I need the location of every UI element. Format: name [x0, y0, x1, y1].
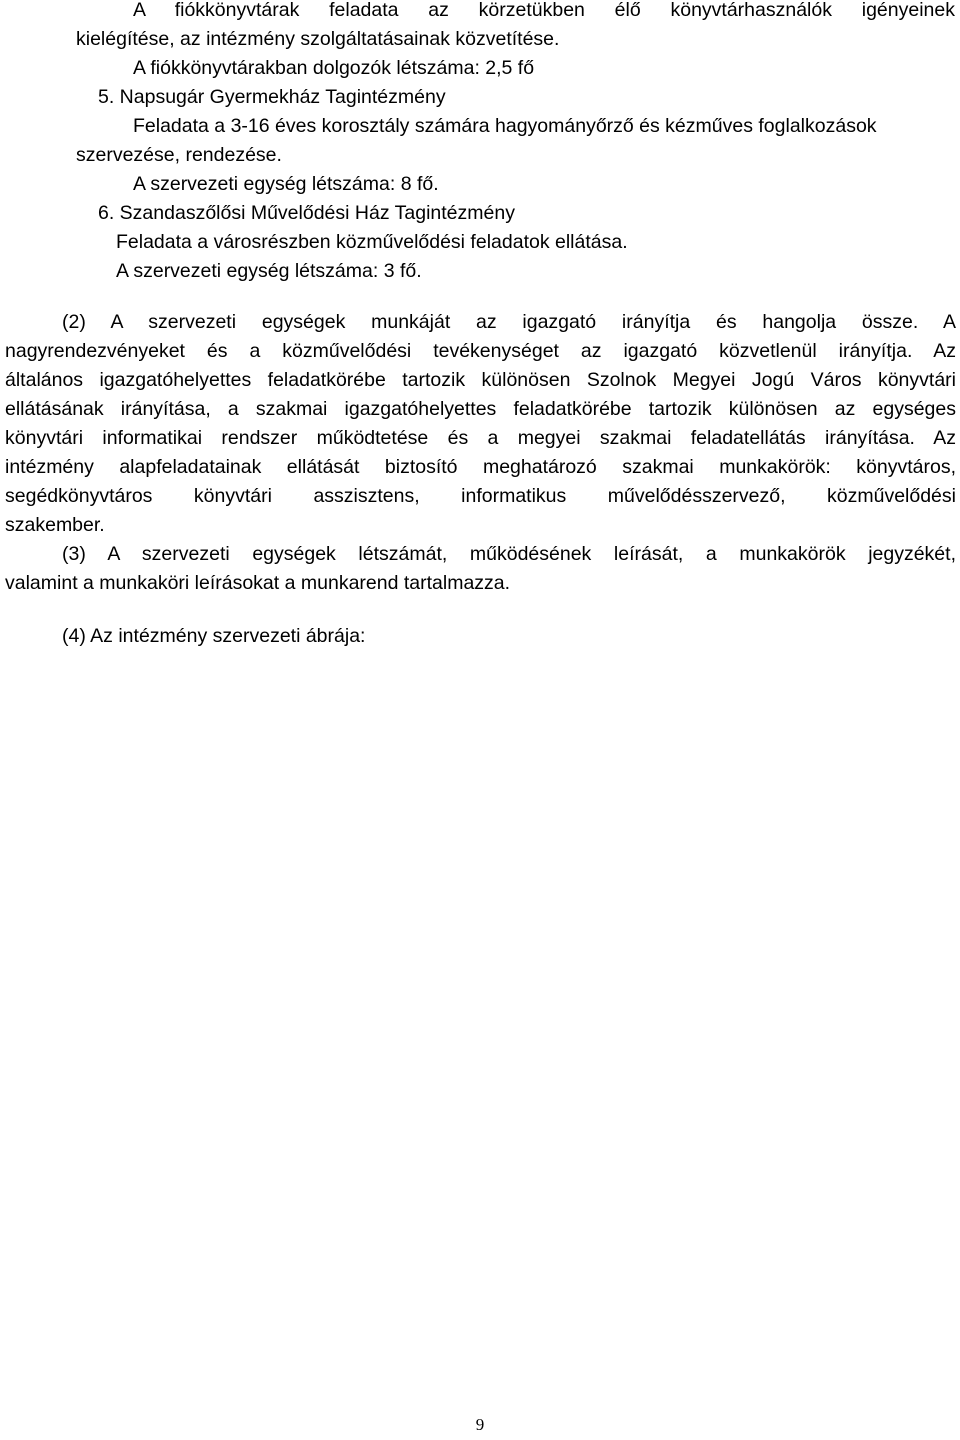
- paragraph-line: segédkönyvtáros könyvtári asszisztens, informatikus művelődésszervező, közművelődési: [5, 485, 956, 507]
- text-line: A szervezeti egység létszáma: 8 fő.: [133, 173, 439, 195]
- paragraph-line: (3) A szervezeti egységek létszámát, működésének leírását, a munkakörök jegyzékét,: [62, 543, 956, 565]
- text-line: A fiókkönyvtárakban dolgozók létszáma: 2,5 fő: [133, 57, 535, 79]
- paragraph-line: (2) A szervezeti egységek munkáját az igazgató irányítja és hangolja össze. A: [62, 311, 956, 333]
- section-heading: (4) Az intézmény szervezeti ábrája:: [62, 625, 366, 647]
- list-item-heading: 6. Szandaszőlősi Művelődési Ház Tagintézmény: [98, 202, 515, 224]
- page-number: 9: [475, 1415, 485, 1434]
- text-line: szervezése, rendezése.: [76, 144, 282, 166]
- list-item-heading: 5. Napsugár Gyermekház Tagintézmény: [98, 86, 446, 108]
- text-line: A fiókkönyvtárak feladata az körzetükben élő könyvtárhasználók igényeinek: [133, 0, 955, 21]
- paragraph-line: általános igazgatóhelyettes feladatkörébe tartozik különösen Szolnok Megyei Jogú Város könyvtári: [5, 369, 956, 391]
- text-line: Feladata a városrészben közművelődési feladatok ellátása.: [116, 231, 628, 253]
- text-line: A szervezeti egység létszáma: 3 fő.: [116, 260, 422, 282]
- paragraph-line: szakember.: [5, 514, 105, 536]
- paragraph-line: könyvtári informatikai rendszer működtetése és a megyei szakmai feladatellátás irányítása. Az: [5, 427, 956, 449]
- paragraph-line: intézmény alapfeladatainak ellátását biztosító meghatározó szakmai munkakörök: könyvtáros,: [5, 456, 956, 478]
- paragraph-line: ellátásának irányítása, a szakmai igazgatóhelyettes feladatkörébe tartozik különösen az egységes: [5, 398, 956, 420]
- paragraph-line: valamint a munkaköri leírásokat a munkarend tartalmazza.: [5, 572, 511, 594]
- text-line: Feladata a 3-16 éves korosztály számára hagyományőrző és kézműves foglalkozások: [133, 115, 877, 137]
- paragraph-line: nagyrendezvényeket és a közművelődési tevékenységet az igazgató közvetlenül irányítja. Az: [5, 340, 956, 362]
- text-line: kielégítése, az intézmény szolgáltatásainak közvetítése.: [76, 28, 560, 50]
